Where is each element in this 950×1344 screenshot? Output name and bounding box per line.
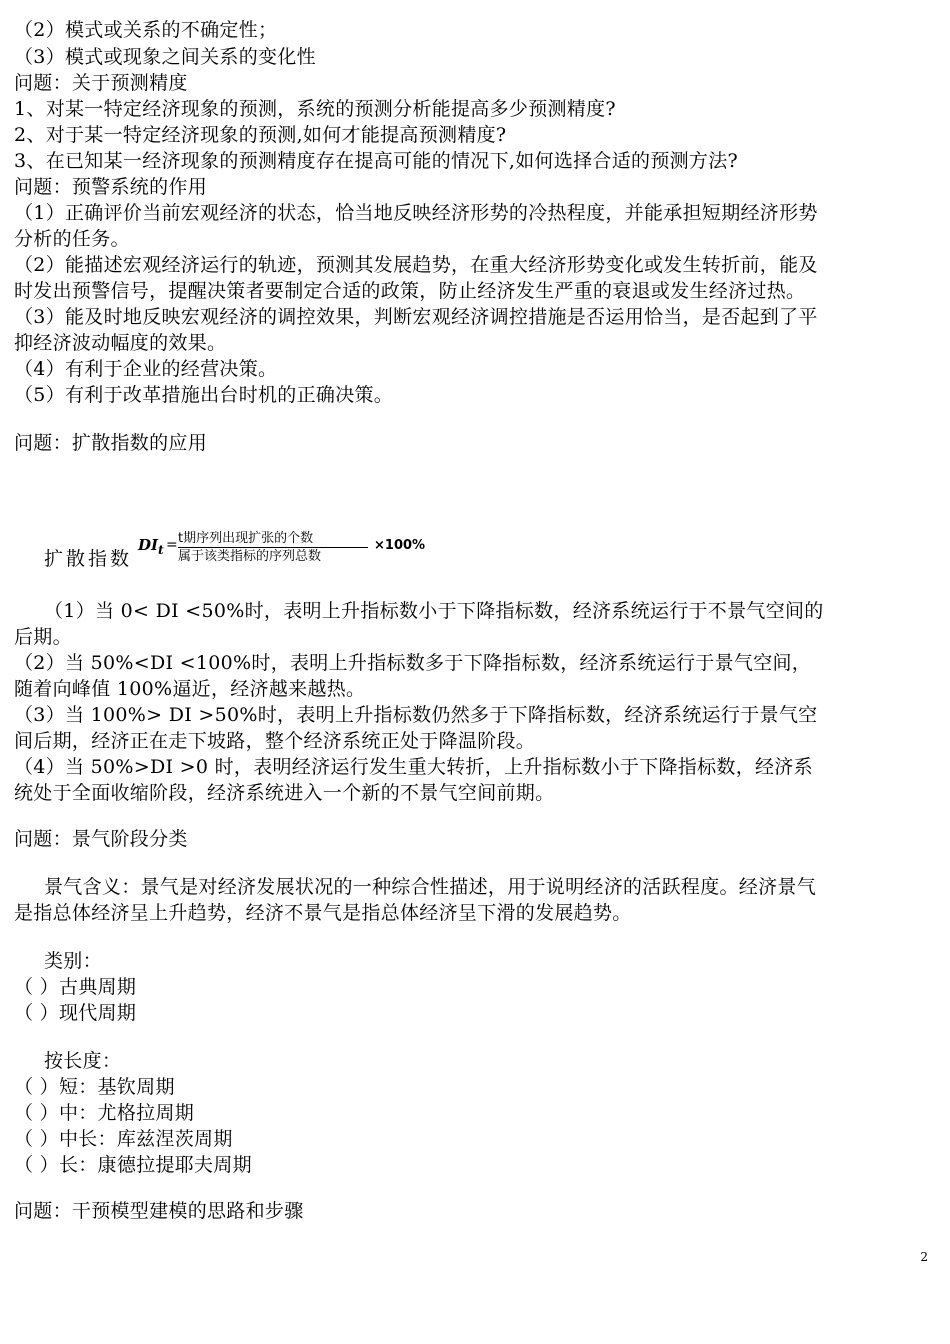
text-line: 抑经济波动幅度的效果。	[14, 332, 227, 354]
text-line: （5）有利于改革措施出台时机的正确决策。	[14, 384, 394, 406]
text-line: 类别：	[44, 950, 102, 972]
formula-symbol	[138, 536, 164, 557]
list-item: （ ）中：尤格拉周期	[14, 1102, 195, 1124]
text-line: （1）当 0< DI <50%时，表明上升指标数小于下降指标数，经济系统运行于不景气空间的	[44, 600, 824, 622]
text-line: 按长度：	[44, 1050, 122, 1072]
text-line: 1、对某一特定经济现象的预测，系统的预测分析能提高多少预测精度?	[14, 98, 616, 120]
text-line: 景气含义：景气是对经济发展状况的一种综合性描述，用于说明经济的活跃程度。经济景气	[44, 876, 817, 898]
question-heading: 问题：预警系统的作用	[14, 176, 208, 198]
text-line: （2）能描述宏观经济运行的轨迹，预测其发展趋势，在重大经济形势变化或发生转折前，能及	[14, 254, 818, 276]
question-heading: 问题：干预模型建模的思路和步骤	[14, 1200, 304, 1222]
formula-multiplier: ×100%	[374, 538, 426, 553]
formula-subscript: t	[158, 542, 164, 557]
text-line: 2、对于某一特定经济现象的预测,如何才能提高预测精度?	[14, 124, 507, 146]
list-item: （ ）现代周期	[14, 1002, 137, 1024]
text-line: （3）当 100%> DI >50%时，表明上升指标数仍然多于下降指标数，经济系统运行于景气空	[14, 704, 818, 726]
text-line: 随着向峰值 100%逼近，经济越来越热。	[14, 678, 366, 700]
page-number: 2	[920, 1250, 928, 1264]
list-item: （ ）中长：库兹涅茨周期	[14, 1128, 233, 1150]
text-line: 3、在已知某一经济现象的预测精度存在提高可能的情况下,如何选择合适的预测方法?	[14, 150, 739, 172]
list-item: （ ）短：基钦周期	[14, 1076, 175, 1098]
text-line: （2）模式或关系的不确定性；	[14, 19, 278, 41]
text-line: 是指总体经济呈上升趋势，经济不景气是指总体经济呈下滑的发展趋势。	[14, 902, 632, 924]
formula-label: 扩散指数	[44, 548, 133, 570]
text-line: 后期。	[14, 626, 72, 648]
question-heading: 问题：扩散指数的应用	[14, 432, 208, 454]
text-line: 分析的任务。	[14, 228, 130, 250]
list-item: （ ）古典周期	[14, 976, 137, 998]
question-heading: 问题：关于预测精度	[14, 72, 188, 94]
text-line: （2）当 50%<DI <100%时，表明上升指标数多于下降指标数，经济系统运行于景气空间，	[14, 652, 812, 674]
text-line: （4）有利于企业的经营决策。	[14, 358, 278, 380]
formula-equals: =	[166, 537, 178, 553]
text-line: （1）正确评价当前宏观经济的状态，恰当地反映经济形势的冷热程度，并能承担短期经济形势	[14, 202, 818, 224]
question-heading: 问题：景气阶段分类	[14, 828, 188, 850]
text-line: 间后期，经济正在走下坡路，整个经济系统正处于降温阶段。	[14, 730, 536, 752]
text-line: 统处于全面收缩阶段，经济系统进入一个新的不景气空间前期。	[14, 782, 555, 804]
text-line: （3）能及时地反映宏观经济的调控效果，判断宏观经济调控措施是否运用恰当，是否起到了平	[14, 306, 818, 328]
formula-denominator: 属于该类指标的序列总数	[178, 549, 322, 564]
formula-symbol-text: DI	[138, 536, 159, 554]
text-line: （4）当 50%>DI >0 时，表明经济运行发生重大转折，上升指标数小于下降指标数，经济系	[14, 756, 813, 778]
text-line: （3）模式或现象之间关系的变化性	[14, 46, 316, 68]
list-item: （ ）长：康德拉提耶夫周期	[14, 1154, 252, 1176]
text-line: 时发出预警信号，提醒决策者要制定合适的政策，防止经济发生严重的衰退或发生经济过热。	[14, 280, 806, 302]
diffusion-index-formula	[44, 528, 464, 574]
formula-fraction	[178, 530, 368, 565]
formula-numerator: t期序列出现扩张的个数	[178, 531, 314, 546]
